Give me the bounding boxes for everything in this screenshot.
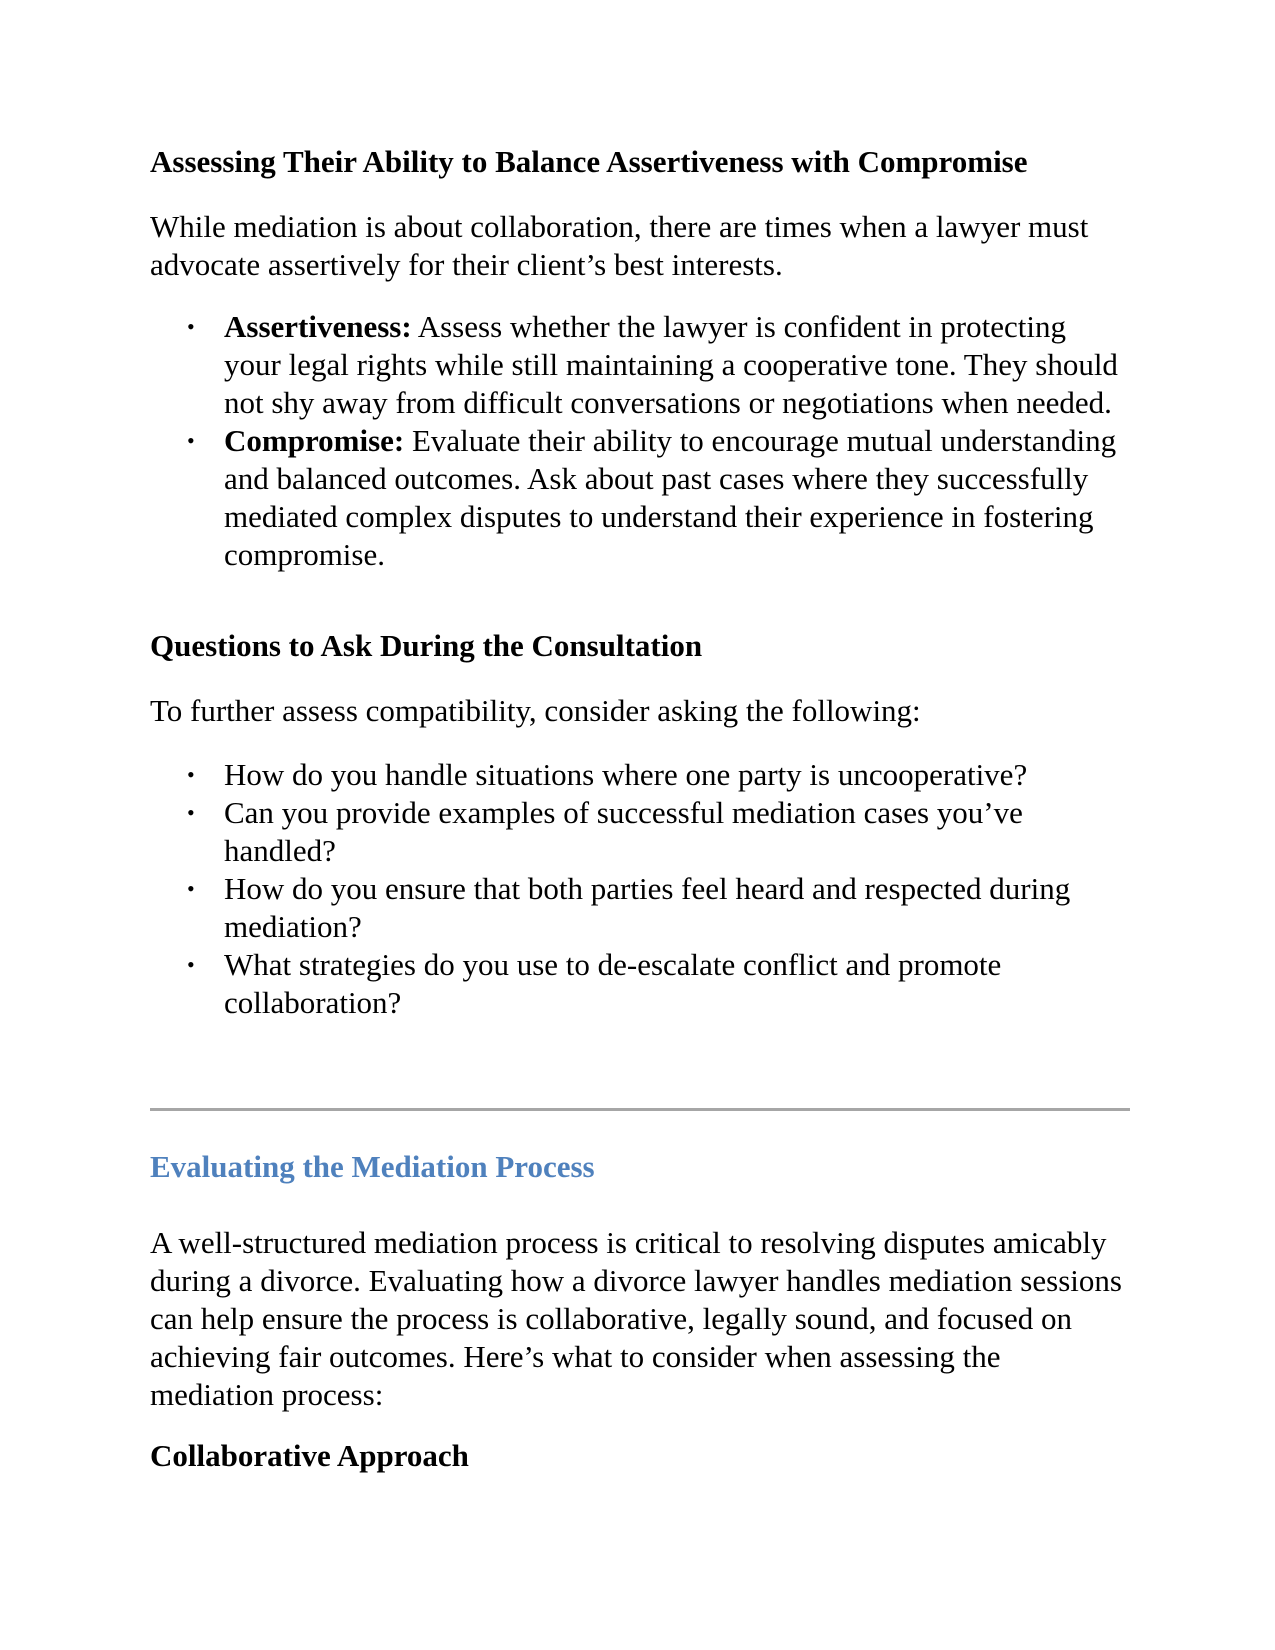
bullet-text: What strategies do you use to de-escalate conflict and promote collaboration? [224,947,1002,1020]
list-item [150,308,1130,422]
list-item [150,946,1130,1022]
bullet-term: Compromise: [224,423,405,458]
bullet-text [224,309,1118,420]
bullet-body: Assess whether the lawyer is confident in protecting your legal rights while still maintaining a cooperative tone. They should not shy away from difficult conversations or negotiations when needed. [224,309,1118,420]
section-heading-questions: Questions to Ask During the Consultation [150,628,703,663]
balance-bullet-list [150,308,1130,574]
list-item [150,794,1130,870]
bullet-body: Evaluate their ability to encourage mutual understanding and balanced outcomes. Ask about past cases where they successfully mediated complex disputes to understand their experience in fostering compromise. [224,423,1117,572]
bullet-text [224,423,1116,572]
questions-bullet-list [150,756,1130,1022]
bullet-text: How do you ensure that both parties feel heard and respected during mediation? [224,871,1071,944]
bullet-text: How do you handle situations where one party is uncooperative? [224,757,1028,792]
section-intro-balance: While mediation is about collaboration, there are times when a lawyer must advocate assertively for their client’s best interests. [150,209,1089,282]
section-heading-collaborative: Collaborative Approach [150,1438,469,1473]
bullet-icon: • [187,762,195,787]
bullet-icon: • [187,314,195,339]
section-body-mediation-process: A well-structured mediation process is critical to resolving disputes amicably during a divorce. Evaluating how a divorce lawyer handles mediation sessions can help ensure the process is collaborative, legally sound, and focused on achieving fair outcomes. Here’s what to consider when assessing the mediation process: [150,1225,1122,1412]
list-item [150,756,1130,794]
bullet-icon: • [187,952,195,977]
list-item [150,870,1130,946]
bullet-icon: • [187,428,195,453]
bullet-text: Can you provide examples of successful mediation cases you’ve handled? [224,795,1023,868]
section-heading-balance: Assessing Their Ability to Balance Assertiveness with Compromise [150,144,1028,179]
section-heading-mediation-process: Evaluating the Mediation Process [150,1149,595,1184]
bullet-term: Assertiveness: [224,309,412,344]
section-intro-questions: To further assess compatibility, consider asking the following: [150,693,921,728]
bullet-icon: • [187,800,195,825]
list-item [150,422,1130,574]
bullet-icon: • [187,876,195,901]
horizontal-divider [150,1108,1130,1111]
